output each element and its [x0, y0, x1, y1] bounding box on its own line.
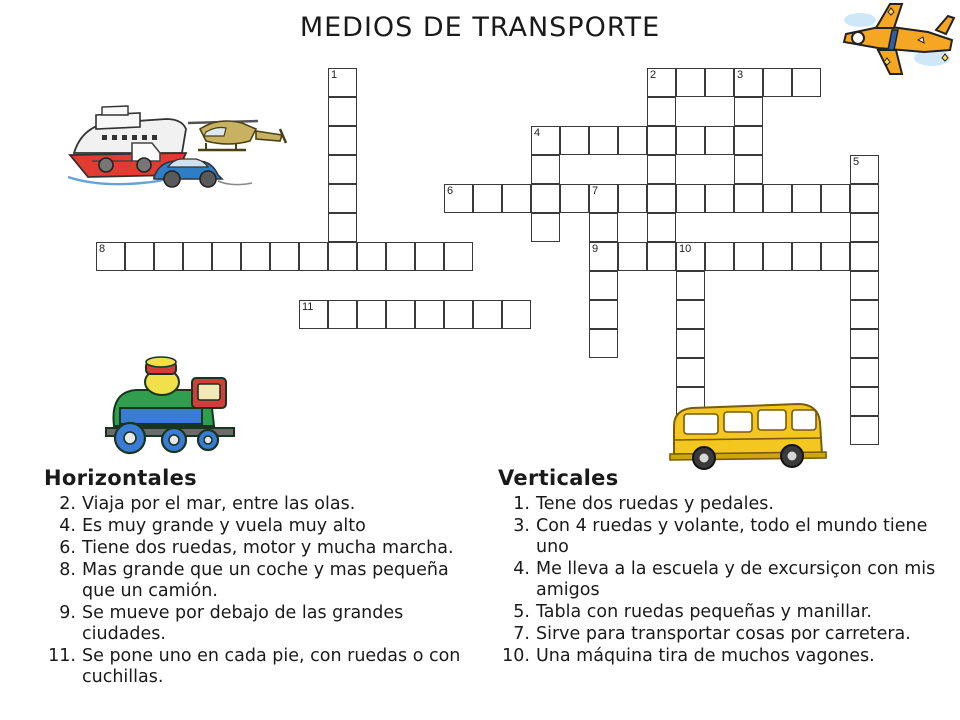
- crossword-cell[interactable]: [850, 329, 879, 358]
- clue-number: 9.: [59, 603, 76, 623]
- crossword-cell[interactable]: [531, 126, 560, 155]
- clue-text: Me lleva a la escuela y de excursiçon con mis amigos: [536, 559, 936, 600]
- crossword-cell[interactable]: [850, 300, 879, 329]
- crossword-cell[interactable]: [850, 387, 879, 416]
- crossword-cell[interactable]: [96, 242, 125, 271]
- airplane-clipart: [832, 0, 960, 82]
- crossword-cell[interactable]: [473, 184, 502, 213]
- crossword-cell[interactable]: [618, 184, 647, 213]
- crossword-cell[interactable]: [328, 184, 357, 213]
- clue-number: 8.: [59, 560, 76, 580]
- crossword-cell[interactable]: [386, 300, 415, 329]
- down-clues-section: [498, 466, 948, 668]
- clue-number: 11.: [48, 646, 76, 666]
- crossword-cell[interactable]: [850, 184, 879, 213]
- crossword-cell[interactable]: [763, 184, 792, 213]
- crossword-cell[interactable]: [357, 242, 386, 271]
- crossword-cell[interactable]: [589, 184, 618, 213]
- cell-number: 4: [534, 127, 541, 139]
- crossword-cell[interactable]: [560, 126, 589, 155]
- clue-text: Se mueve por debajo de las grandes ciudades.: [82, 603, 404, 644]
- clue-text: Se pone uno en cada pie, con ruedas o con cuchillas.: [82, 646, 461, 687]
- clue-text: Con 4 ruedas y volante, todo el mundo tiene uno: [536, 516, 928, 557]
- crossword-cell[interactable]: [531, 213, 560, 242]
- clue-item: [498, 624, 948, 645]
- crossword-cell[interactable]: [328, 300, 357, 329]
- cell-number: 3: [737, 69, 744, 81]
- clue-item: [44, 603, 474, 645]
- clue-item: [498, 494, 948, 515]
- crossword-cell[interactable]: [270, 242, 299, 271]
- cell-number: 11: [302, 301, 314, 313]
- crossword-cell[interactable]: [647, 242, 676, 271]
- crossword-cell[interactable]: [531, 184, 560, 213]
- crossword-cell[interactable]: [676, 68, 705, 97]
- crossword-cell[interactable]: [705, 242, 734, 271]
- clue-item: [498, 559, 948, 601]
- clue-text: Tiene dos ruedas, motor y mucha marcha.: [82, 538, 454, 558]
- across-heading: Horizontales: [44, 466, 197, 490]
- crossword-cell[interactable]: [386, 242, 415, 271]
- ship-helicopter-cars-clipart: [68, 95, 298, 210]
- crossword-cell[interactable]: [560, 184, 589, 213]
- crossword-cell[interactable]: [589, 271, 618, 300]
- crossword-cell[interactable]: [589, 213, 618, 242]
- cell-number: 2: [650, 69, 657, 81]
- crossword-cell[interactable]: [531, 155, 560, 184]
- clue-item: [44, 646, 474, 688]
- crossword-cell[interactable]: [444, 300, 473, 329]
- cell-number: 9: [592, 243, 599, 255]
- crossword-cell[interactable]: [676, 329, 705, 358]
- crossword-cell[interactable]: [850, 416, 879, 445]
- crossword-cell[interactable]: [763, 68, 792, 97]
- crossword-cell[interactable]: [125, 242, 154, 271]
- bus-clipart: [666, 394, 831, 476]
- clue-number: 4.: [513, 559, 530, 579]
- clue-item: [44, 494, 474, 515]
- down-clue-list: [498, 494, 948, 667]
- crossword-cell[interactable]: [734, 184, 763, 213]
- crossword-cell[interactable]: [734, 242, 763, 271]
- crossword-cell[interactable]: [734, 155, 763, 184]
- clue-item: [44, 560, 474, 602]
- crossword-cell[interactable]: [734, 126, 763, 155]
- crossword-cell[interactable]: [589, 329, 618, 358]
- crossword-cell[interactable]: [850, 358, 879, 387]
- crossword-cell[interactable]: [183, 242, 212, 271]
- crossword-cell[interactable]: [647, 97, 676, 126]
- clue-item: [44, 516, 474, 537]
- crossword-cell[interactable]: [676, 271, 705, 300]
- train-clipart: [96, 348, 248, 458]
- crossword-cell[interactable]: [328, 126, 357, 155]
- crossword-cell[interactable]: [589, 242, 618, 271]
- cell-number: 7: [592, 185, 599, 197]
- clue-text: Una máquina tira de muchos vagones.: [536, 646, 875, 666]
- clue-text: Mas grande que un coche y mas pequeña que un camión.: [82, 560, 449, 601]
- crossword-cell[interactable]: [647, 155, 676, 184]
- cell-number: 6: [447, 185, 454, 197]
- down-heading: Verticales: [498, 466, 619, 490]
- crossword-cell[interactable]: [705, 126, 734, 155]
- crossword-cell[interactable]: [589, 126, 618, 155]
- crossword-cell[interactable]: [444, 184, 473, 213]
- crossword-cell[interactable]: [328, 68, 357, 97]
- crossword-cell[interactable]: [299, 242, 328, 271]
- crossword-cell[interactable]: [647, 184, 676, 213]
- crossword-cell[interactable]: [792, 68, 821, 97]
- clue-text: Tene dos ruedas y pedales.: [536, 494, 774, 514]
- crossword-cell[interactable]: [763, 242, 792, 271]
- clue-text: Sirve para transportar cosas por carretera.: [536, 624, 911, 644]
- crossword-cell[interactable]: [415, 300, 444, 329]
- crossword-cell[interactable]: [676, 126, 705, 155]
- crossword-cell[interactable]: [850, 242, 879, 271]
- crossword-cell[interactable]: [154, 242, 183, 271]
- clue-item: [44, 538, 474, 559]
- clue-number: 4.: [59, 516, 76, 536]
- crossword-cell[interactable]: [328, 155, 357, 184]
- across-clue-list: [44, 494, 474, 688]
- crossword-cell[interactable]: [821, 184, 850, 213]
- crossword-cell[interactable]: [328, 213, 357, 242]
- clue-text: Viaja por el mar, entre las olas.: [82, 494, 356, 514]
- crossword-cell[interactable]: [357, 300, 386, 329]
- crossword-cell[interactable]: [647, 68, 676, 97]
- crossword-cell[interactable]: [328, 242, 357, 271]
- crossword-cell[interactable]: [676, 300, 705, 329]
- clue-text: Tabla con ruedas pequeñas y manillar.: [536, 602, 872, 622]
- crossword-cell[interactable]: [647, 126, 676, 155]
- crossword-cell[interactable]: [589, 300, 618, 329]
- crossword-cell[interactable]: [502, 300, 531, 329]
- crossword-cell[interactable]: [705, 68, 734, 97]
- crossword-cell[interactable]: [734, 68, 763, 97]
- crossword-cell[interactable]: [792, 242, 821, 271]
- crossword-cell[interactable]: [850, 271, 879, 300]
- crossword-cell[interactable]: [792, 184, 821, 213]
- crossword-cell[interactable]: [821, 242, 850, 271]
- clue-number: 3.: [513, 516, 530, 536]
- crossword-cell[interactable]: [676, 184, 705, 213]
- crossword-cell[interactable]: [618, 242, 647, 271]
- clue-number: 5.: [513, 602, 530, 622]
- crossword-cell[interactable]: [676, 358, 705, 387]
- clue-item: [498, 646, 948, 667]
- clue-item: [498, 516, 948, 558]
- across-clues-section: [44, 466, 474, 689]
- cell-number: 8: [99, 243, 106, 255]
- crossword-cell[interactable]: [299, 300, 328, 329]
- cell-number: 1: [331, 69, 338, 81]
- crossword-cell[interactable]: [734, 97, 763, 126]
- crossword-cell[interactable]: [241, 242, 270, 271]
- crossword-cell[interactable]: [212, 242, 241, 271]
- cell-number: 5: [853, 156, 860, 168]
- crossword-cell[interactable]: [444, 242, 473, 271]
- cell-number: 10: [679, 243, 692, 255]
- page-title: MEDIOS DE TRANSPORTE: [299, 12, 661, 43]
- crossword-cell[interactable]: [850, 213, 879, 242]
- crossword-cell[interactable]: [473, 300, 502, 329]
- clue-number: 7.: [513, 624, 530, 644]
- clue-text: Es muy grande y vuela muy alto: [82, 516, 366, 536]
- crossword-cell[interactable]: [328, 97, 357, 126]
- clue-number: 10.: [502, 646, 530, 666]
- crossword-cell[interactable]: [415, 242, 444, 271]
- clue-item: [498, 602, 948, 623]
- crossword-cell[interactable]: [850, 155, 879, 184]
- clue-number: 6.: [59, 538, 76, 558]
- crossword-cell[interactable]: [705, 184, 734, 213]
- crossword-cell[interactable]: [676, 242, 705, 271]
- crossword-cell[interactable]: [618, 126, 647, 155]
- crossword-cell[interactable]: [502, 184, 531, 213]
- crossword-cell[interactable]: [647, 213, 676, 242]
- clue-number: 2.: [59, 494, 76, 514]
- clue-number: 1.: [513, 494, 530, 514]
